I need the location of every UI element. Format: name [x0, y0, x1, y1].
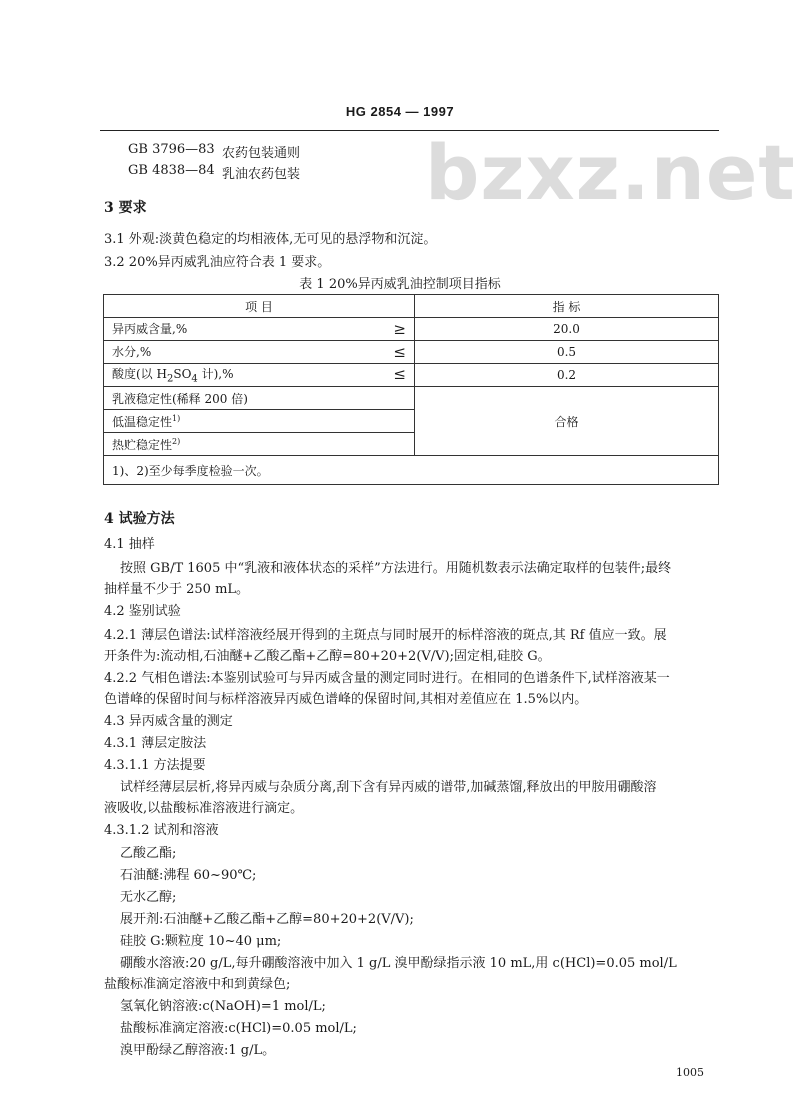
- table-caption: 表 1 20%异丙威乳油控制项目指标: [299, 277, 501, 292]
- row-item: 乳液稳定性(稀释 200 倍): [104, 387, 415, 410]
- reagent-item: 无水乙醇;: [120, 890, 177, 905]
- ref-code-1: GB 3796—83: [128, 142, 215, 157]
- para-4-3-1-1-b: 液吸收,以盐酸标准溶液进行滴定。: [104, 801, 304, 816]
- page-number: 1005: [676, 1066, 704, 1079]
- watermark: bzxz.net: [425, 128, 796, 217]
- reagent-item: 石油醚:沸程 60~90℃;: [120, 868, 257, 883]
- table-row: [104, 387, 719, 410]
- para-4-3-1-1-a: 试样经薄层层析,将异丙威与杂质分离,刮下含有异丙威的谱带,加碱蒸馏,释放出的甲胺用硼酸溶: [120, 780, 657, 795]
- para-4-2-1-b: 开条件为:流动相,石油醚+乙酸乙酯+乙醇=80+20+2(V/V);固定相,硅胶 G。: [104, 649, 551, 664]
- col-header-index: 指 标: [415, 295, 719, 318]
- section-4-heading: 4 试验方法: [104, 511, 175, 527]
- section-3-heading: 3 要求: [104, 200, 147, 216]
- reagent-item: 展开剂:石油醚+乙酸乙酯+乙醇=80+20+2(V/V);: [120, 912, 414, 927]
- reagent-item: 氢氧化钠溶液:c(NaOH)=1 mol/L;: [120, 999, 326, 1014]
- clause-4-1: 4.1 抽样: [104, 537, 155, 552]
- merged-value: 合格: [415, 387, 719, 456]
- row-item: 水分,% ≤: [104, 341, 415, 364]
- reagent-item: 硼酸水溶液:20 g/L,每升硼酸溶液中加入 1 g/L 溴甲酚绿指示液 10 mL,用 c(HCl)=0.05 mol/L: [120, 956, 677, 971]
- table-header-row: [104, 295, 719, 318]
- reagent-item: 溴甲酚绿乙醇溶液:1 g/L。: [120, 1043, 276, 1058]
- clause-3-1: 3.1 外观:淡黄色稳定的均相液体,无可见的悬浮物和沉淀。: [104, 232, 437, 247]
- standard-number: HG 2854 — 1997: [345, 104, 455, 119]
- clause-3-2: 3.2 20%异丙威乳油应符合表 1 要求。: [104, 255, 331, 270]
- row-item: 酸度(以 $H_2SO_4$ 计),% ≤: [104, 364, 415, 387]
- ref-title-1: 农药包装通则: [222, 146, 301, 161]
- comparison-symbol: ≤: [393, 343, 406, 361]
- footnote-ref: 2): [172, 436, 181, 446]
- reagent-item-continued: 盐酸标准滴定溶液中和到黄绿色;: [104, 977, 291, 992]
- reagent-item: 盐酸标准滴定溶液:c(HCl)=0.05 mol/L;: [120, 1021, 357, 1036]
- spec-table: [103, 294, 719, 485]
- para-4-1-b: 抽样量不少于 250 mL。: [104, 582, 250, 597]
- clause-4-3: 4.3 异丙威含量的测定: [104, 714, 233, 729]
- para-4-2-2-a: 4.2.2 气相色谱法:本鉴别试验可与异丙威含量的测定同时进行。在相同的色谱条件下,试样溶液某一: [104, 671, 670, 686]
- table-footnote-row: [104, 456, 719, 485]
- reagent-item: 乙酸乙酯;: [120, 846, 177, 861]
- table-row: [104, 341, 719, 364]
- ref-code-2: GB 4838—84: [128, 163, 215, 178]
- row-value: 0.2: [415, 364, 719, 387]
- row-value: 20.0: [415, 318, 719, 341]
- comparison-symbol: ≥: [393, 320, 406, 338]
- clause-4-3-1: 4.3.1 薄层定胺法: [104, 736, 207, 751]
- clause-4-3-1-1: 4.3.1.1 方法提要: [104, 758, 206, 773]
- table-row: [104, 364, 719, 387]
- row-item: 低温稳定性$^{1)}$: [104, 410, 415, 433]
- clause-4-2: 4.2 鉴别试验: [104, 604, 181, 619]
- comparison-symbol: ≤: [393, 365, 406, 384]
- col-header-item: 项 目: [104, 295, 415, 318]
- row-value: 0.5: [415, 341, 719, 364]
- table-footnote: 1)、2)至少每季度检验一次。: [104, 456, 719, 485]
- clause-4-3-1-2: 4.3.1.2 试剂和溶液: [104, 823, 219, 838]
- table-row: [104, 318, 719, 341]
- row-item: 异丙威含量,% ≥: [104, 318, 415, 341]
- para-4-2-1-a: 4.2.1 薄层色谱法:试样溶液经展开得到的主斑点与同时展开的标样溶液的斑点,其 Rf 值应一致。展: [104, 628, 667, 643]
- footnote-ref: 1): [172, 413, 181, 423]
- para-4-2-2-b: 色谱峰的保留时间与标样溶液异丙威色谱峰的保留时间,其相对差值应在 1.5%以内。: [104, 692, 588, 707]
- row-item: 热贮稳定性$^{2)}$: [104, 433, 415, 456]
- reagent-item: 硅胶 G:颗粒度 10~40 μm;: [120, 934, 282, 949]
- para-4-1-a: 按照 GB/T 1605 中“乳液和液体状态的采样”方法进行。用随机数表示法确定取样的包装件;最终: [120, 561, 672, 576]
- ref-title-2: 乳油农药包装: [222, 167, 301, 182]
